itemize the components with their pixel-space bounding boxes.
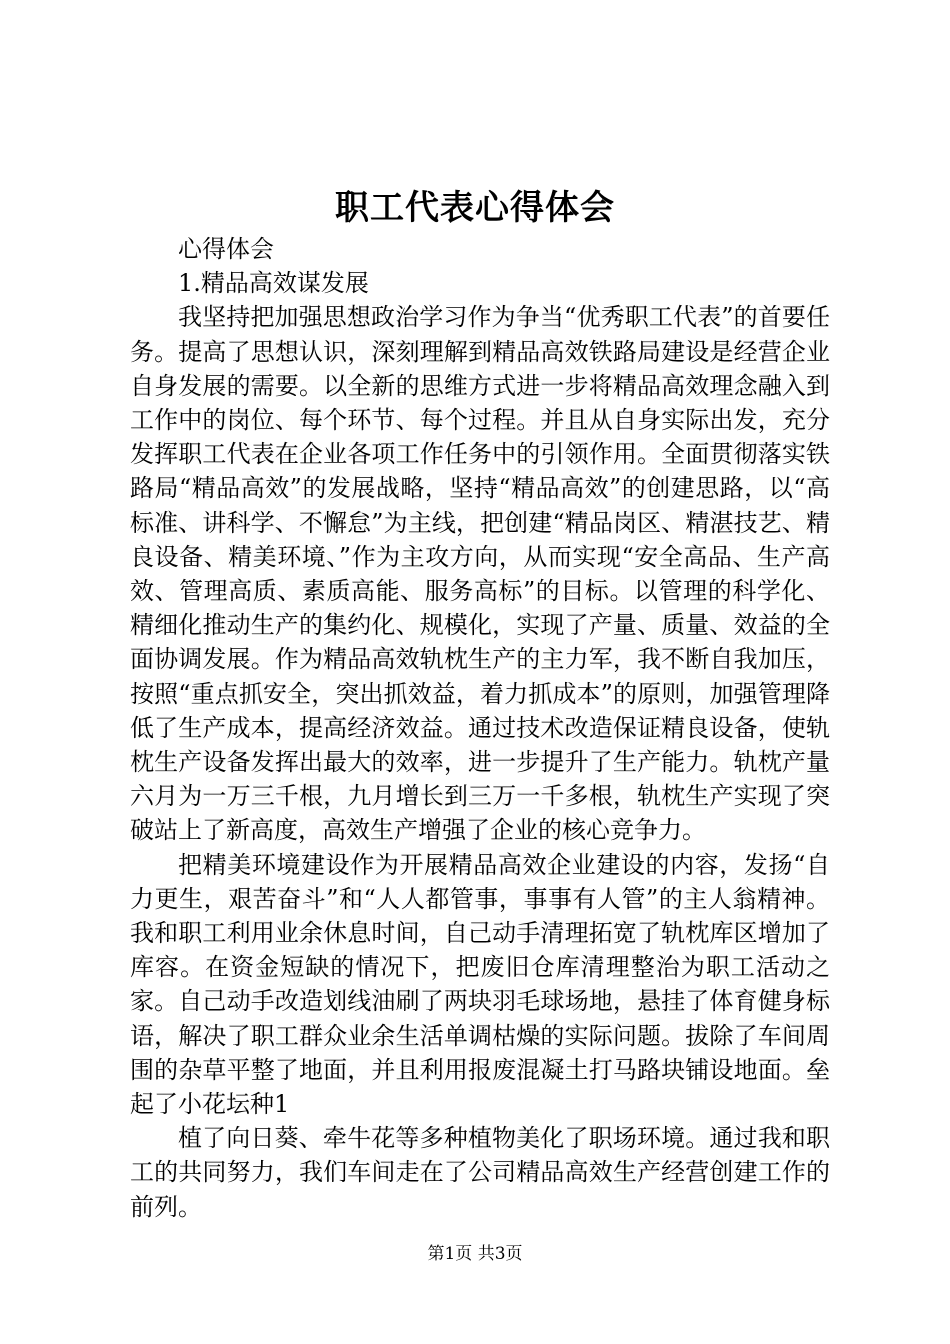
document-title: 职工代表心得体会 <box>335 188 615 228</box>
paragraph-3: 植了向日葵、牵牛花等多种植物美化了职场环境。通过我和职工的共同努力，我们车间走在了公司精品高效生产经营创建工作的前列。 <box>130 1124 830 1221</box>
paragraph-1: 我坚持把加强思想政治学习作为争当“优秀职工代表”的首要任务。提高了思想认识，深刻理解到精品高效铁路局建设是经营企业自身发展的需要。以全新的思维方式进一步将精品高效理念融入到工作中的岗位、每个环节、每个过程。并且从自身实际出发，充分发挥职工代表在企业各项工作任务中的引领作用。全面贯彻落实铁路局“精品高效”的发展战略，坚持“精品高效”的创建思路，以“高标准、讲科学、不懈怠”为主线，把创建“精品岗区、精湛技艺、精良设备、精美环境、”作为主攻方向，从而实现“安全高品、生产高效、管理高质、素质高能、服务高标”的目标。以管理的科学化、精细化推动生产的集约化、规模化，实现了产量、质量、效益的全面协调发展。作为精品高效轨枕生产的主力军，我不断自我加压，按照“重点抓安全，突出抓效益，着力抓成本”的原则，加强管理降低了生产成本，提高经济效益。通过技术改造保证精良设备，使轨枕生产设备发挥出最大的效率，进一步提升了生产能力。轨枕产量六月为一万三千根，九月增长到三万一千多根，轨枕生产实现了突破站上了新高度，高效生产增强了企业的核心竞争力。 <box>130 303 830 845</box>
section-title: 1.精品高效谋发展 <box>178 269 369 298</box>
paragraph-2: 把精美环境建设作为开展精品高效企业建设的内容，发扬“自力更生，艰苦奋斗”和“人人都管事，事事有人管”的主人翁精神。我和职工利用业余休息时间，自己动手清理拓宽了轨枕库区增加了库容。在资金短缺的情况下，把废旧仓库清理整治为职工活动之家。自己动手改造划线油刷了两块羽毛球场地，悬挂了体育健身标语，解决了职工群众业余生活单调枯燥的实际问题。拔除了车间周围的杂草平整了地面，并且利用报废混凝土打马路块铺设地面。垒起了小花坛种1 <box>130 850 830 1119</box>
heading-line: 心得体会 <box>178 235 274 263</box>
document-body <box>130 232 830 1224</box>
page-footer: 第1页 共3页 <box>427 1244 523 1264</box>
